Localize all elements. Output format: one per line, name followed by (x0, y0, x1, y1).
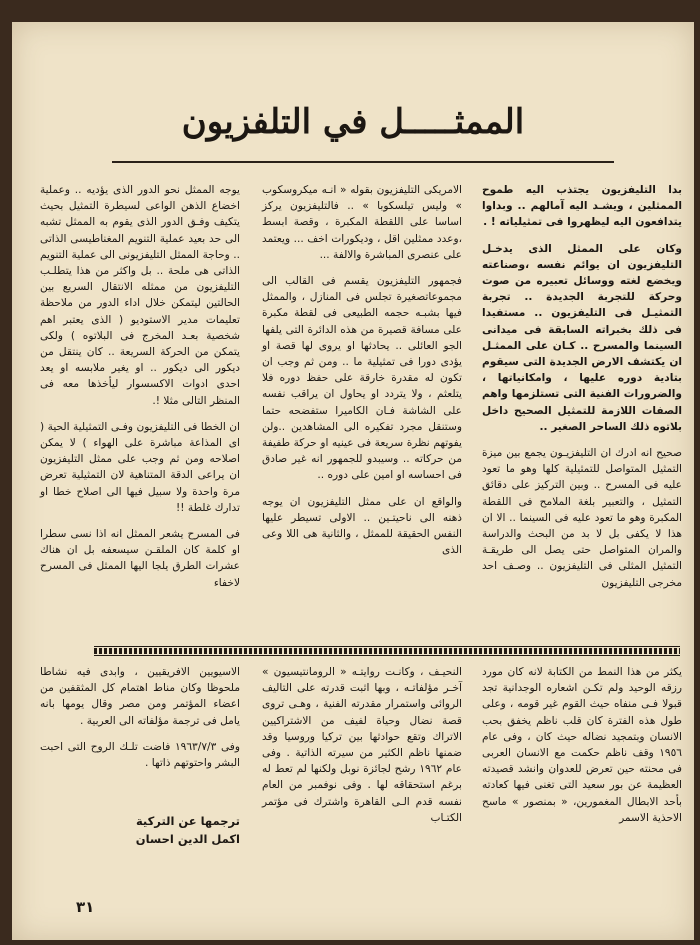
paragraph: الامريكى التليفزيون بقوله « انـه ميكروسكوب » وليس تيلسكوبا » .. فالتليفزيون يركز اساسا على اللقطة المكبرة ، وقصة ابسط ،وعدد ممثلين اقل ، وديكورات اخف ... ويعتمد على عنصرى المباشرة والالفة ... (262, 184, 462, 261)
column-middle-top (262, 182, 462, 568)
paragraph: يوجه الممثل نحو الدور الذى يؤديه .. وعملية اخضاع الذهن الواعى لسيطرة التمثيل بحيث يتكيف وفـق الدور الذى يقوم به الممثل تشبه الى حد بعيد عملية التنويم المغناطيسى الذاتى .. وحاجة الممثل التليفزيونى الى عملية التنويم الذاتى هى ملحة .. بل واكثر من هذا يتطلـب التليفزيون من ممثله الانتقال السريع بين الحالتين ليتمكن خلال اداء الدور من ملاحظة تعليمات مدير الاستوديو ( الذى يعتبر اهم شخصية بعـد المخرج فى البلاتوه ) ولكى يتمكن من الحركة السريعة .. كان ينتقل من ديكور الى ديكور .. او يغير ملابسه او يعد احدى ادوات الاكسسوار ليأخذها معه فى المنظر التالى مثلا !. (40, 184, 240, 407)
paragraph: الاسيويين الافريقيين ، وابدى فيه نشاطا ملحوظا وكان مناط اهتمام كل المثقفين من اعضاء المؤتمر ومن مصر وقال يومها بانه يامل فى ترجمة مؤلفاته الى العربية . (40, 666, 240, 727)
paragraph: بدا التليفزيون يجتذب اليه طموح الممثلين ، ويشـد اليه آمالهم .. وبداوا يتدافعون اليه ليظهروا فى تمثيلياته ! . (482, 184, 682, 229)
paragraph: وفى ١٩٦٣/٧/٣ فاضت تلـك الروح التى احبت البشر واحتوتهم ذاتها . (40, 740, 240, 770)
paragraph: النحيـف ، وكانـت روايتـه « الرومانتيسيون » آخـر مؤلفاتـه ، وبها اثبت قدرته على التاليف الروائى واستمرار مقدرته الفنية ، وهـى تروى قصة نضال وحياة لفيف من الاشتراكيين الاتراك وتقع حوادثها بين تركيا وروسيا وقد ضمنها ناظم الكثير من سيرته الذاتية . وفى عام ١٩٦٢ رشح لجائزة نوبل ولكنها لم تعط له برغم استحقاقه لها . وفى نوفمبر من العام نفسه قدم الـى القاهرة واشترك فى مؤتمر الكتـاب (262, 666, 462, 824)
section-divider (94, 648, 680, 654)
section-divider-top-line (94, 646, 680, 647)
column-right-bottom (482, 664, 682, 836)
title-underline (112, 161, 614, 163)
magazine-page (12, 22, 694, 940)
paragraph: ان الخطا فى التليفزيون وفـى التمثيلية الحية ( اى المذاعة مباشرة على الهواء ) لا يمكن اصلاحه ومن ثم وجب على ممثل التليفزيون ان يراعى الدقة المتناهية لان التمثيلية تعرض مرة واحدة ولا سبيل فيها الى اصلاح خطا او تدارك غلطة !! (40, 420, 240, 514)
translator-name: اكمل الدين احسان (135, 832, 240, 846)
column-left-top (40, 182, 240, 601)
column-left-bottom (40, 664, 240, 781)
translator-line: ترجمها عن التركية (135, 814, 240, 828)
paragraph: صحيح انه ادرك ان التليفزيـون يجمع بين ميزة التمثيل المتواصل للتمثيلية كلها وهو ما تعود عليه فى المسرح .. وبين التركيز على دقائق التمثيل ، والتعبير بلغة الملامح فى اللقطة المكبرة وهو ما تعود عليه فى السينما .. الا ان هذا لا يكفى بل لا بد من البحث والدراسة والمران المتواصل حتى يصل الى طريقـة التمثيل المثلى فى التليفزيون .. وصـف احد مخرجى التليفزيون (482, 447, 682, 589)
paragraph: يكثر من هذا النمط من الكتابة لانه كان مورد رزقه الوحيد ولم تكـن اشعاره الوجدانية تجد قبولا فـى منفاه حيث القوم غير قومه ، وعلى طول هذه الفترة كان قلب ناظم يخفق بحب الانسان وبتمجيد نضاله حيث كان ، وفى عام ١٩٥٦ وقف ناظم حكمت مع الانسان العربى فى محنته حين تعرض للعدوان وانشد قصيدته العظيمة عن بور سعيد التى تغنى فيها كعادته بأحد الابطال المغمورين، « بمنصور » ماسح الاحذية الاسمر (482, 666, 682, 824)
page-number: ٣١ (76, 898, 95, 916)
column-right-top (482, 182, 682, 601)
paragraph: فجمهور التليفزيون يقسم فى القالب الى مجموعاتصغيرة تجلس فى المنازل ، والممثل فيها بشبـه حجمه الطبيعى فى لقطة مكبرة على مسافة قصيرة من هذه الدائرة التى يلفها الجو العائلى .. يحادثها او يروى لها قصة او يؤدى دورا فى تمثيلية ما .. ومن ثم وجب ان تكون له مقدرة خارقة على حفظ دوره فلا يتلعثم ، ولا يتردد او يحاول ان يراقب نفسه على الشاشة فـان الكاميرا ستفضحه حتما وستنقل مجرد تفكيره الى المشاهدين ..ولن يفوتهم نظرة سريعة فى عينيه او حركة طفيفة من حركاته .. وسيبدو للجمهور انه غير صادق فى احساسه او امين على دوره .. (262, 275, 462, 482)
paragraph: والواقع ان على ممثل التليفزيون ان يوجه ذهنه الى ناحيتـين .. الاولى تسيطر عليها النفس الحقيقة للممثل ، والثانية هى اللا وعى الذى (262, 495, 462, 557)
article-title: الممثـــــل في التلفزيون (181, 102, 525, 142)
translator-credit (40, 812, 240, 848)
paragraph: وكان على الممثل الذى يدخـل التليفزيون ان يوائم نفسه ،وصناعته ويخضع لغته ووسائل تعبيره من صوت وحركة للتجربة الجديدة .. تجربة التمثيـل فى التليفزيون .. مستفيدا فى ذلك بخبراته السابقة فى ميدانى السينما والمسرح .. كـان على الممثـل ان يكتشف الارض الجديدة التى سيقوم بتادية دوره عليها ، وامكانياتها ، والضرورات الفنية التى تستلزمها واهم الصفات اللازمة للتمثيل الصحيح داخل بلاتوه ذلك الساحر الصغير .. (482, 242, 682, 433)
paragraph: فى المسرح يشعر الممثل انه اذا نسى سطرا او كلمة كان الملقـن سيسعفه بل ان هناك عشرات الطرق يلجا اليها الممثل فى المسرح لاخفاء (40, 528, 240, 589)
column-middle-bottom (262, 664, 462, 836)
section-divider-bottom-line (94, 655, 680, 656)
